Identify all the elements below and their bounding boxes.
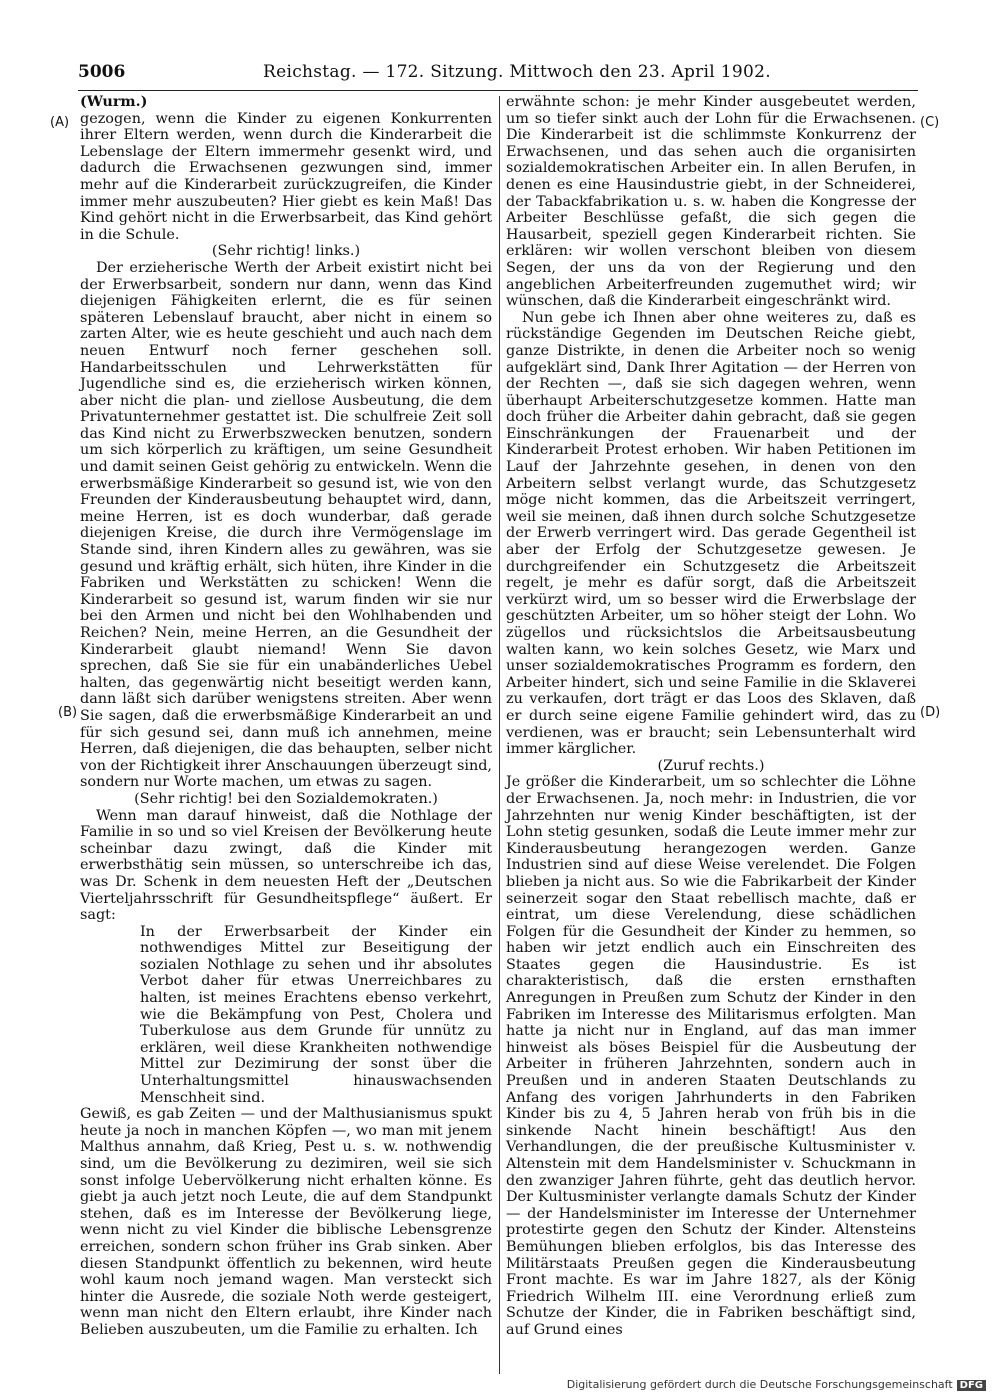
footer-text: Digitalisierung gefördert durch die Deutsche Forschungsgemeinschaft [566,1378,953,1391]
page-number: 5006 [78,62,126,82]
paragraph: erwähnte schon: je mehr Kinder ausgebeutet werden, um so tiefer sinkt auch der Lohn für die Erwachsenen. Die Kinderarbeit ist die schlimmste Konkurrenz der Erwachsenen, und das sehen auch die organisirten sozialdemokratischen Arbeiter ein. In allen Berufen, in denen es eine Hausindustrie giebt, in der Schneiderei, der Tabackfabrikation u. s. w. haben die Kongresse der Arbeiter Beschlüsse gefaßt, die sich gegen die Hausarbeit, speziell gegen Kinderarbeit richten. Sie erklären: wir wollen verschont bleiben von diesem Segen, der uns da von der Regierung und den angeblichen Arbeiterfreunden zugemuthet wird; wir wünschen, daß die Kinderarbeit eingeschränkt wird. [506,94,916,310]
paragraph: Der erzieherische Werth der Arbeit existirt nicht bei der Erwerbsarbeit, sondern nur dann, wenn das Kind diejenigen Fähigkeiten erlernt, die es für seinen späteren Lebenslauf braucht, aber nicht in einem so zarten Alter, wie es heute geschieht und auch nach dem neuen Entwurf noch ferner geschehen soll. Handarbeitsschulen und Lehrwerkstätten für Jugendliche sind es, die erzieherisch wirken können, aber nicht die plan- und ziellose Ausbeutung, die dem Privatunternehmer gestattet ist. Die schulfreie Zeit soll das Kind nicht zu Erwerbszwecken benutzen, sondern um sich körperlich zu kräftigen, um seine Gesundheit und damit seinen Geist gehörig zu entwickeln. Wenn die erwerbsmäßige Kinderarbeit so gesund ist, wie von den Freunden der Kinderausbeutung behauptet wird, dann, meine Herren, ist es doch wunderbar, daß gerade diejenigen Kreise, die durch ihre Vermögenslage im Stande sind, ihren Kindern alles zu gewähren, was sie gesund und kräftig erhält, sich hüten, ihre Kinder in die Fabriken und Werkstätten zu schicken! Wenn die Kinderarbeit so gesund ist, warum finden wir sie nur bei den Armen und nicht bei den Wohlhabenden und Reichen? Nein, meine Herren, an die Gesundheit der Kinderarbeit glaubt niemand! Wenn Sie davon sprechen, daß Sie sie für ein unabänderliches Uebel halten, das gegenwärtig nicht beseitigt werden kann, dann läßt sich darüber wenigstens streiten. Aber wenn Sie sagen, daß die erwerbsmäßige Kinderarbeit an und für sich gesund sei, dann muß ich annehmen, meine Herren, daß diejenigen, die das behaupten, selber nicht von der Richtigkeit ihrer Anschauungen überzeugt sind, sondern nur Worte machen, um etwas zu sagen. [80,259,492,791]
paragraph: gezogen, wenn die Kinder zu eigenen Konkurrenten ihrer Eltern werden, wenn durch die Kinderarbeit die Lebenslage der Eltern immermehr gesenkt wird, und dadurch die Erwachsenen gezwungen sind, immer mehr auf die Kinderarbeit zurückzugreifen, die Kinder immer mehr auszubeuten? Hier giebt es kein Maß! Das Kind gehört nicht in die Erwerbsarbeit, das Kind gehört in die Schule. [80,110,492,243]
interjection: (Sehr richtig! bei den Sozialdemokraten.) [134,790,438,807]
paragraph: Gewiß, es gab Zeiten — und der Malthusianismus spukt heute ja noch in manchen Köpfen —, wo man mit jenem Malthus annahm, daß Krieg, Pest u. s. w. nothwendig sind, um die Bevölkerung zu dezimiren, weil sie sich sonst infolge Uebervölkerung nicht erhalten könne. Es giebt ja auch jetzt noch Leute, die auf dem Standpunkt stehen, daß es im Interesse der Bevölkerung liege, wenn nicht zu viel Kinder die biblische Lebensgrenze erreichen, sondern schon früher ins Grab sinken. Aber diesen Standpunkt öffentlich zu bekennen, wird heute wohl kaum noch jemand wagen. Man versteckt sich hinter die Ausrede, die soziale Noth werde gesteigert, wenn man nicht den Eltern erlaubt, ihre Kinder nach Belieben auszubeuten, um die Familie zu erhalten. Ich [80,1106,492,1338]
margin-mark-d: (D) [920,705,941,720]
paragraph: Wenn man darauf hinweist, daß die Nothlage der Familie in so und so viel Kreisen der Bevölkerung heute scheinbar dazu zwingt, daß die Kinder mit erwerbsthätig sein müssen, so unterschreibe ich das, was Dr. Schenk in dem neuesten Heft der „Deutschen Vierteljahrsschrift für Gesundheitspflege“ äußert. Er sagt: [80,807,492,924]
column-divider [499,96,500,1374]
margin-mark-a: (A) [50,115,70,130]
interjection: (Zuruf rechts.) [657,757,765,774]
paragraph: Je größer die Kinderarbeit, um so schlechter die Löhne der Erwachsenen. Ja, noch mehr: in Industrien, die vor Jahrzehnten nur wenig Kinder beschäftigten, ist der Lohn stetig gesunken, sodaß die Leute immer mehr zur Kinderausbeutung herangezogen werden. Ganze Industrien sind auf diese Weise verelendet. Die Folgen blieben ja nicht aus. So wie die Fabrikarbeit der Kinder seinerzeit sogar den Staat rebellisch machte, daß er eintrat, um diese Verelendung, diese schädlichen Folgen für die Gesundheit der Kinder zu hemmen, so haben wir jetzt endlich auch ein Einschreiten des Staates gegen die Hausindustrie. Es ist charakteristisch, daß die ersten ernsthaften Anregungen in Preußen zum Schutz der Kinder in den Fabriken im Interesse des Militarismus erfolgten. Man hatte ja nicht nur in England, auf das man immer hinweist als böses Beispiel für die Ausbeutung der Arbeiter in früheren Jahrzehnten, sondern auch in Preußen und in anderen Staaten Deutschlands zu Anfang des vorigen Jahrhunderts in den Fabriken Kinder bis zu 4, 5 Jahren herab von früh bis in die sinkende Nacht hinein beschäftigt! Aus den Verhandlungen, die der preußische Kultusminister v. Altenstein mit dem Handelsminister v. Schuckmann in den zwanziger Jahren führte, geht das deutlich hervor. Der Kultusminister verlangte damals Schutz der Kinder — der Handelsminister im Interesse der Unternehmer protestirte gegen den Schutz der Kinder. Altensteins Bemühungen blieben erfolglos, bis das Interesse des Militärstaats Preußen gegen die Kinderausbeutung Front machte. Es war im Jahre 1827, als der König Friedrich Wilhelm III. eine Verordnung erließ zum Schutze der Kinder, die in Fabriken beschäftigt sind, auf Grund eines [506,774,916,1338]
margin-mark-b: (B) [58,705,78,720]
digitization-footer [567,1378,986,1391]
left-column [80,94,492,1339]
margin-mark-c: (C) [920,115,940,130]
interjection: (Sehr richtig! links.) [211,243,361,260]
page-header [78,60,918,86]
running-title: Reichstag. — 172. Sitzung. Mittwoch den 23. April 1902. [263,62,771,82]
right-column [506,94,916,1339]
paragraph: Nun gebe ich Ihnen aber ohne weiteres zu, daß es rückständige Gegenden im Deutschen Reiche giebt, ganze Distrikte, in denen die Arbeiter noch so wenig aufgeklärt sind, Dank Ihrer Agitation — der Herren von der Rechten —, daß sie sich dagegen wehren, wenn überhaupt Arbeiterschutzgesetze kommen. Hatte man doch früher die Arbeiter dahin gebracht, daß sie gegen Einschränkungen der Frauenarbeit und der Kinderarbeit Protest erhoben. Wir haben Petitionen im Lauf der Jahrzehnte gesehen, in denen von den Arbeitern selbst verlangt wurde, das Schutzgesetz möge nicht kommen, das die Arbeitszeit verringert, weil sie meinen, daß ihnen durch solche Schutzgesetze der Erwerb verringert wird. Das gerade Gegentheil ist aber der Erfolg der Schutzgesetze gewesen. Je durchgreifender ein Schutzgesetz die Arbeitszeit regelt, je mehr es dafür sorgt, daß die Arbeitszeit verkürzt wird, um so besser wird die Erwerbslage der geschützten Arbeiter, um so höher steigt der Lohn. Wo zügellos und rücksichtslos die Arbeitsausbeutung walten kann, wo kein solches Gesetz, wie Marx und unser sozialdemokratisches Programm es fordern, den Arbeiter hindert, sich und seine Familie in die Sklaverei zu verkaufen, dort trägt er das Loos des Sklaven, daß er durch seine eigene Familie gehindert wird, das zu verdienen, was er braucht; sein Lebensunterhalt wird immer kärglicher. [506,309,916,758]
dfg-logo: DFG [957,1380,986,1391]
speaker-name: (Wurm.) [80,93,148,110]
block-quote: In der Erwerbsarbeit der Kinder ein nothwendiges Mittel zur Beseitigung der sozialen Nothlage zu sehen und ihr absolutes Verbot daher für etwas Unerreichbares zu halten, ist meines Erachtens ebenso verkehrt, wie die Bekämpfung von Pest, Cholera und Tuberkulose aus dem Grunde für unnütz zu erklären, weil diese Krankheiten nothwendige Mittel zur Dezimirung der sonst über die Unterhaltungsmittel hinauswachsenden Menschheit sind. [140,923,492,1106]
header-rule [78,90,918,91]
